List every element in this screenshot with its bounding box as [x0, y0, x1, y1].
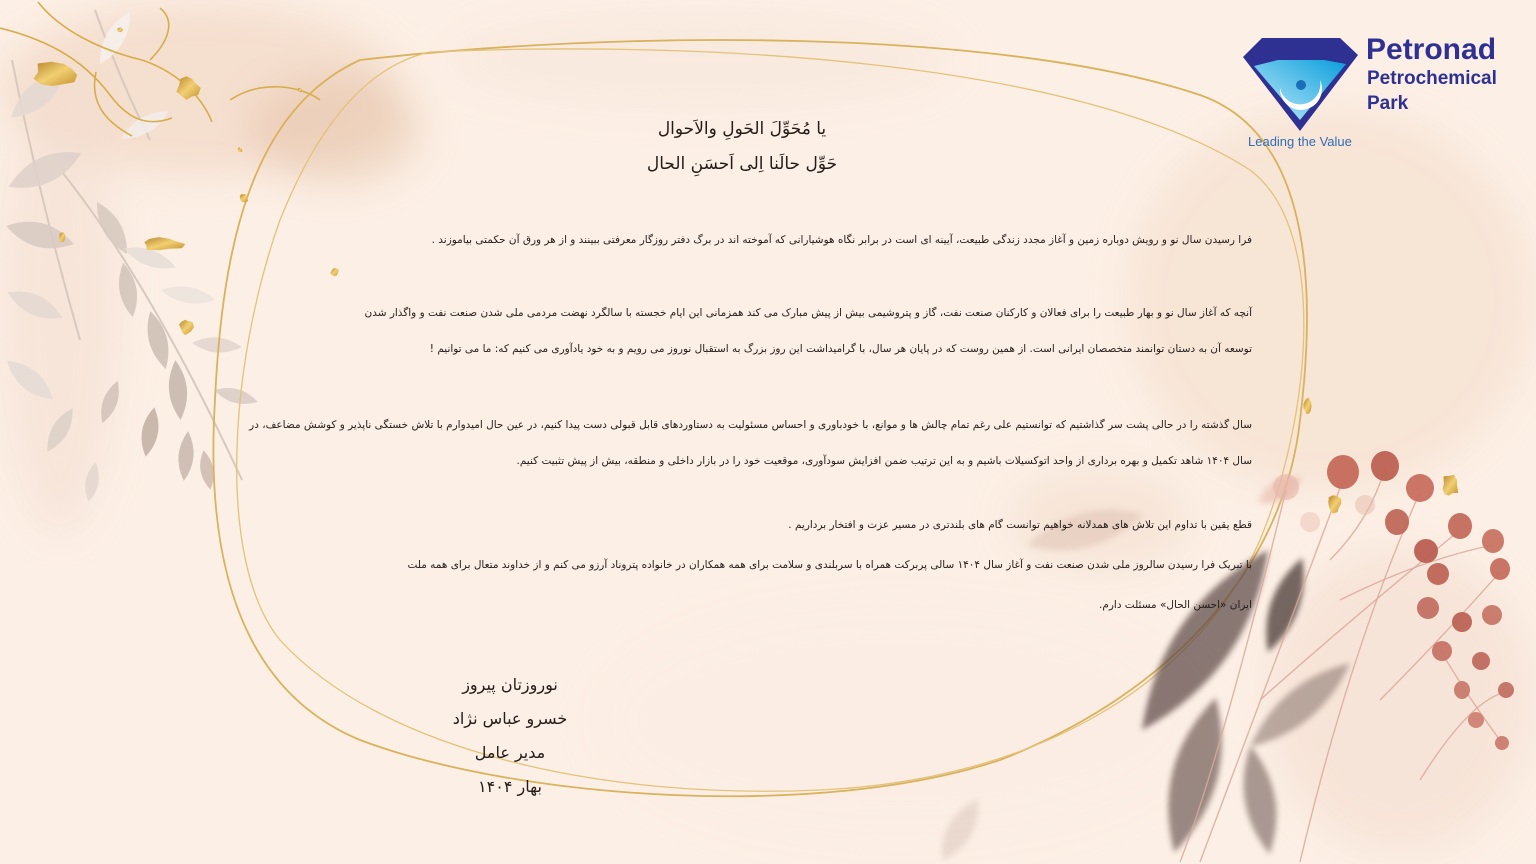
- paragraph-3: [240, 407, 1252, 479]
- paragraph-text: سال ۱۴۰۴ شاهد تکمیل و بهره برداری از واحد اتوکسیلات باشیم و به این ترتیب ضمن افزایش سودآوری، موقعیت خود را در بازار داخلی و منطقه، بیش از پیش تثبیت کنیم.: [516, 455, 1252, 467]
- paragraph-line: [240, 331, 1252, 367]
- paragraph-text: ایران «احسن الحال» مسئلت دارم.: [1099, 599, 1252, 611]
- paragraph-text: با تبریک فرا رسیدن سالروز ملی شدن صنعت نفت و آغاز سال ۱۴۰۴ سالی پربرکت همراه با سربلندی و سلامت برای همه همکاران در خانواده پتروناد آرزو می کنم و از خداوند متعال برای همه ملت: [407, 559, 1252, 571]
- paragraph-2: [240, 295, 1252, 367]
- brand-subtitle-park: Park: [1367, 93, 1409, 114]
- paragraph-line: [240, 443, 1252, 479]
- signature-date: بهار ۱۴۰۴: [478, 777, 542, 796]
- brand-subtitle-petrochemical: Petrochemical: [1367, 68, 1497, 89]
- paragraph-line: [240, 222, 1252, 258]
- paragraph-4: [240, 505, 1252, 625]
- brand-name: Petronad: [1366, 33, 1497, 66]
- paragraph-line: [240, 585, 1252, 625]
- header-line-2: حَوِّل حالَنا اِلی اَحسَنِ الحال: [646, 154, 838, 174]
- paragraph-line: [240, 505, 1252, 545]
- paragraph-text: فرا رسیدن سال نو و رویش دوباره زمین و آغاز مجدد زندگی طبیعت، آیینه ای است در برابر نگاه هوشیارانی که آموخته اند در برگ دفتر روزگار معرفتی ببینند و از هر ورق آن حکمتی بیاموزند .: [431, 234, 1252, 246]
- paragraph-line: [240, 545, 1252, 585]
- signature-name: خسرو عباس نژاد: [452, 709, 568, 728]
- paragraph-text: آنچه که آغاز سال نو و بهار طبیعت را برای فعالان و کارکنان صنعت نفت، گاز و پتروشیمی بیش از پیش مبارک می کند همزمانی این ایام خجسته با سالگرد نهضت مردمی ملی شدن صنعت نفت و واگذار شدن: [364, 307, 1252, 319]
- paragraph-1: [240, 222, 1252, 258]
- paragraph-text: سال گذشته را در حالی پشت سر گذاشتیم که توانستیم علی رغم تمام چالش ها و موانع، با خودباوری و احساس مسئولیت به دستاوردهای قابل قبولی دست پیدا کنیم، در عین حال امیدوارم با تلاش خستگی ناپذیر و کوشش مضاعف، در: [249, 419, 1252, 431]
- signature-greeting: نوروزتان پیروز: [462, 675, 558, 694]
- paragraph-text: توسعه آن به دستان توانمند متخصصان ایرانی است. از همین روست که در پایان هر سال، با گرامیداشت این روز بزرگ به استقبال نوروز می رویم و به خود یادآوری می کنیم که: ما می توانیم !: [429, 343, 1252, 355]
- header-line-1: یا مُحَوِّلَ الحَولِ والاَحوال: [657, 119, 827, 139]
- signature-title: مدیر عامل: [474, 743, 546, 762]
- paragraph-line: [240, 295, 1252, 331]
- paragraph-line: [240, 407, 1252, 443]
- paragraph-text: قطع یقین با تداوم این تلاش های همدلانه خواهیم توانست گام های بلندتری در مسیر عزت و افتخار برداریم .: [788, 519, 1252, 531]
- brand-tagline: Leading the Value: [1248, 134, 1352, 149]
- signature-block: [410, 668, 610, 804]
